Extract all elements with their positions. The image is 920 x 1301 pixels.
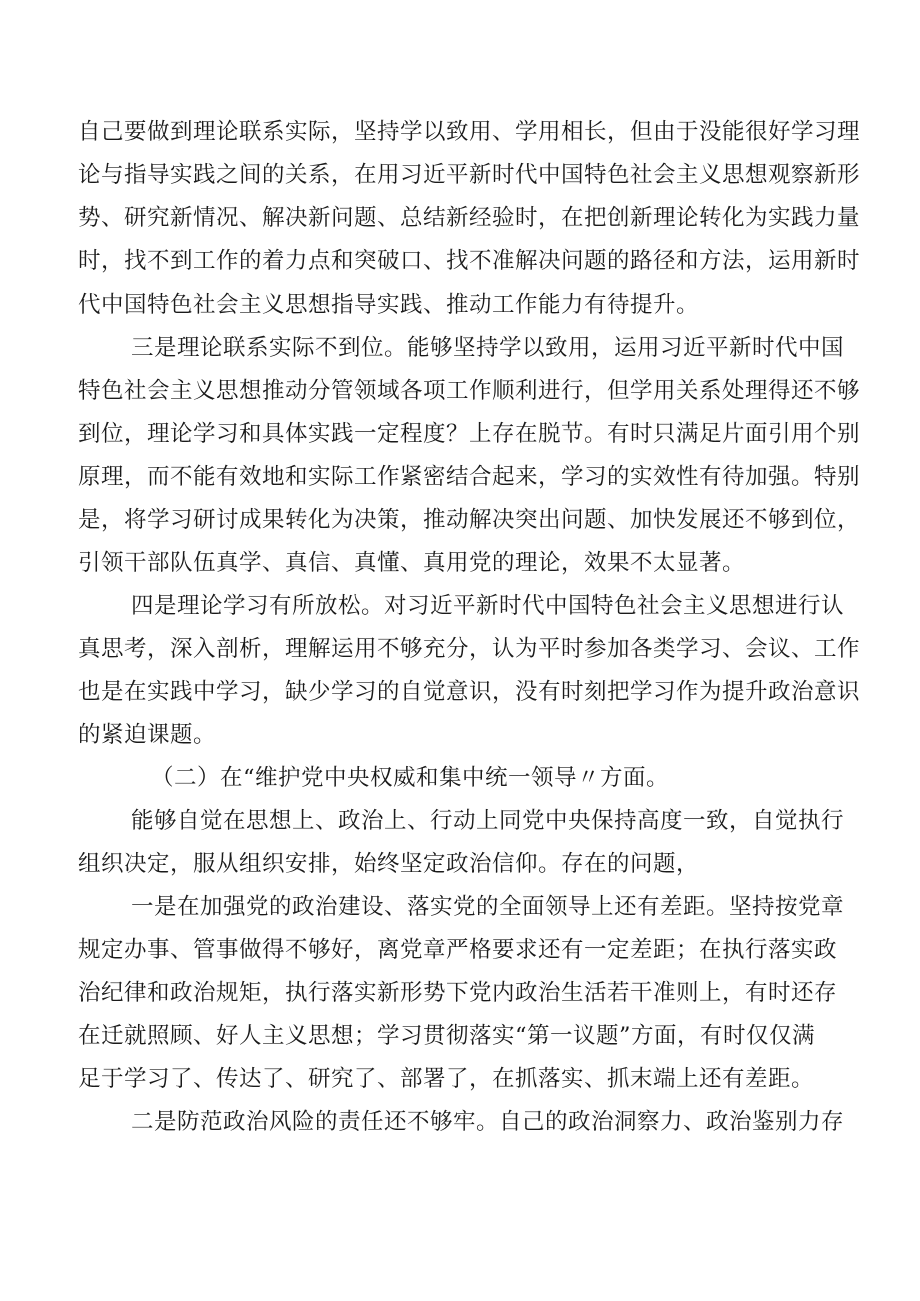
text-line: 一是在加强党的政治建设、落实党的全面领导上还有差距。坚持按党章 [131,894,845,920]
text-line: 二是防范政治风险的责任还不够牢。自己的政治洞察力、政治鉴别力存 [131,1109,845,1135]
text-line: 势、研究新情况、解决新问题、总结新经验时，在把创新理论转化为实践力量 [78,205,861,231]
text-line: 规定办事、管事做得不够好，离党章严格要求还有一定差距；在执行落实政 [78,937,838,963]
text-line: 的紧迫课题。 [78,722,217,748]
text-line: 能够自觉在思想上、政治上、行动上同党中央保持高度一致，自觉执行 [131,808,845,834]
text-line: 在迁就照顾、好人主义思想；学习贯彻落实“第一议题”方面，有时仅仅满 [78,1023,816,1049]
text-line: 引领干部队伍真学、真信、真懂、真用党的理论，效果不太显著。 [78,550,746,576]
text-line: 原理，而不能有效地和实际工作紧密结合起来，学习的实效性有待加强。特别 [78,464,861,490]
text-line: 是，将学习研讨成果转化为决策，推动解决突出问题、加快发展还不够到位， [78,507,861,533]
text-line: 足于学习了、传达了、研究了、部署了，在抓落实、抓末端上还有差距。 [78,1066,815,1092]
text-line: 真思考，深入剖析，理解运用不够充分，认为平时参加各类学习、会议、工作 [78,636,861,662]
text-line: 自己要做到理论联系实际，坚持学以致用、学用相长，但由于没能很好学习理 [78,119,861,145]
text-line: 四是理论学习有所放松。对习近平新时代中国特色社会主义思想进行认 [131,593,845,619]
text-line: 组织决定，服从组织安排，始终坚定政治信仰。存在的问题， [78,851,700,877]
section-heading: （二）在“维护党中央权威和集中统一领导〃方面。 [151,765,670,791]
text-line: 也是在实践中学习，缺少学习的自觉意识，没有时刻把学习作为提升政治意识 [78,679,861,705]
text-line: 治纪律和政治规矩，执行落实新形势下党内政治生活若干准则上，有时还存 [78,980,838,1006]
text-line: 代中国特色社会主义思想指导实践、推动工作能力有待提升。 [78,292,700,318]
text-line: 到位，理论学习和具体实践一定程度？上存在脱节。有时只满足片面引用个别 [78,421,861,447]
text-line: 时，找不到工作的着力点和突破口、找不准解决问题的路径和方法，运用新时 [78,248,861,274]
text-line: 三是理论联系实际不到位。能够坚持学以致用，运用习近平新时代中国 [131,335,845,361]
text-line: 特色社会主义思想推动分管领域各项工作顺利进行，但学用关系处理得还不够 [78,378,861,404]
text-line: 论与指导实践之间的关系，在用习近平新时代中国特色社会主义思想观察新形 [78,162,861,188]
